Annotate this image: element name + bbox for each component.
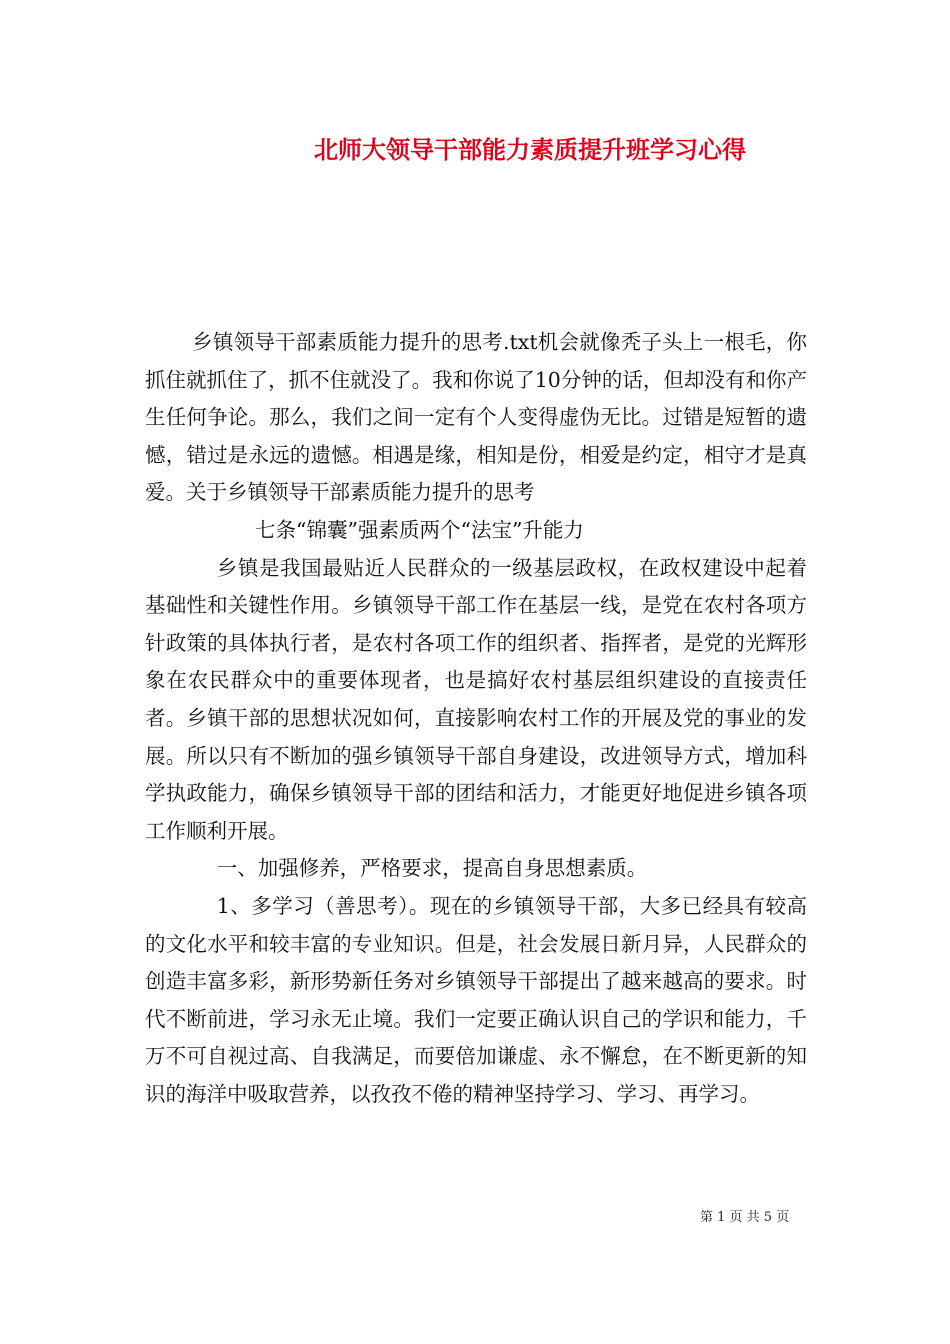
paragraph-study: 1、多学习（善思考）。现在的乡镇领导干部，大多已经具有较高的文化水平和较丰富的专业知识。但是，社会发展日新月异，人民群众的创造丰富多彩，新形势新任务对乡镇领导干部提出了越来越高的要求。时代不断前进，学习永无止境。我们一定要正确认识自己的学识和能力，千万不可自视过高、自我满足，而要倍加谦虚、永不懈怠，在不断更新的知识的海洋中吸取营养，以孜孜不倦的精神坚持学习、学习、再学习。 [145, 893, 807, 1106]
paragraph-intro: 乡镇领导干部素质能力提升的思考.txt机会就像秃子头上一根毛，你抓住就抓住了，抓不住就没了。我和你说了10分钟的话，但却没有和你产生任何争论。那么，我们之间一定有个人变得虚伪无比。过错是短暂的遗憾，错过是永远的遗憾。相遇是缘，相知是份，相爱是约定，相守才是真爱。关于乡镇领导干部素质能力提升的思考 [145, 330, 807, 505]
page-number-footer: 第 1 页 共 5 页 [700, 1210, 790, 1225]
document-body [145, 324, 807, 1113]
document-title: 北师大领导干部能力素质提升班学习心得 [314, 135, 746, 164]
paragraph-township: 乡镇是我国最贴近人民群众的一级基层政权，在政权建设中起着基础性和关键性作用。乡镇领导干部工作在基层一线，是党在农村各项方针政策的具体执行者，是农村各项工作的组织者、指挥者，是党的光辉形象在农民群众中的重要体现者，也是搞好农村基层组织建设的直接责任者。乡镇干部的思想状况如何，直接影响农村工作的开展及党的事业的发展。所以只有不断加的强乡镇领导干部自身建设，改进领导方式，增加科学执政能力，确保乡镇领导干部的团结和活力，才能更好地促进乡镇各项工作顺利开展。 [145, 555, 807, 843]
paragraph-section-heading: 一、加强修养，严格要求，提高自身思想素质。 [216, 856, 648, 881]
paragraph-subheading: 七条“锦囊”强素质两个“法宝”升能力 [255, 517, 584, 542]
